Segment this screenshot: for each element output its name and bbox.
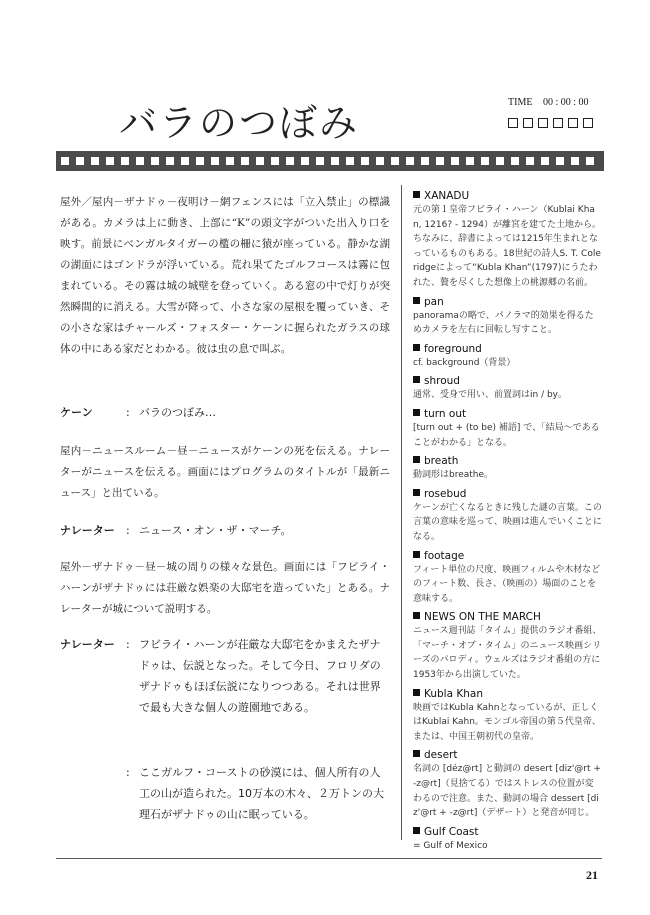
glossary-definition: 動詞形はbreathe。 xyxy=(413,470,494,481)
glossary-definition: 通常、受身で用い、前置詞はin / by。 xyxy=(413,390,567,401)
film-hole-icon xyxy=(451,157,459,165)
glossary-definition: ニュース週刊誌「タイム」提供のラジオ番組、「マーチ・オブ・タイム」のニュース映画シリーズのパロディ。ウェルズはラジオ番組の方に1953年から出演していた。 xyxy=(413,626,602,681)
dialogue-line xyxy=(60,762,390,825)
film-hole-icon xyxy=(331,157,339,165)
time-label: TIME xyxy=(508,97,533,108)
square-bullet-icon xyxy=(413,827,420,834)
glossary-definition: 名詞の [déz@rt] と動詞の desert [diz'@rt + -z@rt]（見捨てる）ではストレスの位置が変わるので注意。また、動詞の場合 dessert [diz'@rt + -z@rt]（デザート）と発音が同じ。 xyxy=(413,764,601,819)
empty-box-icon xyxy=(583,118,593,128)
film-hole-icon xyxy=(406,157,414,165)
square-bullet-icon xyxy=(413,191,420,198)
film-hole-icon xyxy=(481,157,489,165)
time-value: 00 : 00 : 00 xyxy=(542,97,589,108)
glossary-term: XANADU xyxy=(424,190,470,202)
glossary-term: shroud xyxy=(424,375,460,388)
film-hole-icon xyxy=(226,157,234,165)
film-hole-icon xyxy=(526,157,534,165)
film-hole-icon xyxy=(211,157,219,165)
film-hole-icon xyxy=(511,157,519,165)
square-bullet-icon xyxy=(413,489,420,496)
glossary-column xyxy=(413,189,602,857)
scene-description: 屋内－ニュースルーム－昼－ニュースがケーンの死を伝える。ナレーターがニュースを伝える。画面にはプログラムのタイトルが「最新ニュース」と出ている。 xyxy=(60,445,390,499)
film-hole-icon xyxy=(316,157,324,165)
film-hole-icon xyxy=(391,157,399,165)
film-hole-icon xyxy=(91,157,99,165)
speaker-colon: : xyxy=(126,524,130,537)
film-hole-icon xyxy=(301,157,309,165)
glossary-term: desert xyxy=(424,749,458,762)
film-hole-icon xyxy=(541,157,549,165)
film-hole-icon xyxy=(436,157,444,165)
dialogue-text: ニュース・オン・ザ・マーチ。 xyxy=(139,524,292,537)
glossary-entry xyxy=(413,407,602,450)
film-hole-icon xyxy=(76,157,84,165)
glossary-term: foreground xyxy=(424,342,482,355)
glossary-term: pan xyxy=(424,295,444,308)
square-bullet-icon xyxy=(413,297,420,304)
film-hole-icon xyxy=(166,157,174,165)
film-hole-icon xyxy=(196,157,204,165)
film-hole-icon xyxy=(421,157,429,165)
dialogue-line xyxy=(60,402,390,423)
glossary-entry xyxy=(413,374,602,403)
speaker-name: ナレーター xyxy=(60,524,115,537)
glossary-entry xyxy=(413,342,602,371)
script-column xyxy=(60,192,390,825)
glossary-definition: panoramaの略で、パノラマ的効果を得るためカメラを左右に回転し写すこと。 xyxy=(413,310,594,336)
square-bullet-icon xyxy=(413,344,420,351)
scene-description: 屋外／屋内－ザナドゥ－夜明け－網フェンスには「立入禁止」の標識がある。カメラは上に動き、上部に“K”の頭文字がついた出入り口を映す。前景にベンガルタイガーの檻の柵に猿が座っている。静かな湖の湖面にはゴンドラが浮いている。荒れ果てたゴルフコースは霧に包まれている。その霧は城の城壁を登っていく。ある窓の中で灯りが突然瞬間的に消える。大雪が降って、小さな家の屋根を覆っていき、その小さな家はチャールズ・フォスター・ケーンに握られたガラスの球体の中にある家だとわかる。彼は虫の息で叫ぶ。 xyxy=(60,196,390,355)
glossary-term: footage xyxy=(424,549,465,562)
film-hole-icon xyxy=(586,157,594,165)
glossary-term: NEWS ON THE MARCH xyxy=(424,611,541,624)
film-hole-icon xyxy=(361,157,369,165)
glossary-definition: フィート単位の尺度、映画フィルムや木材などのフィート数、長さ、（映画の）場面のことを意味する。 xyxy=(413,564,601,604)
speaker-colon: : xyxy=(126,406,130,419)
empty-box-icon xyxy=(508,118,518,128)
square-bullet-icon xyxy=(413,551,420,558)
speaker-colon: : xyxy=(126,638,130,651)
glossary-term: Gulf Coast xyxy=(424,825,479,838)
square-bullet-icon xyxy=(413,750,420,757)
speaker-name xyxy=(60,762,126,825)
glossary-entry xyxy=(413,454,602,483)
dialogue-text: ここガルフ・コーストの砂漠には、個人所有の人工の山が造られた。10万本の木々、２万トンの大理石がザナドゥの山に眠っている。 xyxy=(139,766,384,821)
column-divider xyxy=(401,185,402,840)
glossary-definition: cf. background（背景） xyxy=(413,357,516,368)
glossary-definition: 元の第１皇帝フビライ・ハーン（Kublai Khan, 1216? - 1294）が離宮を建てた土地から。ちなみに、辞書によっては1215年生まれとなっているものもある。18世紀の詩人S. T. Coleridgeによって“Kubla Khan”(1797)にうたわれた、贅を尽くした想像上の桃源郷の名前。 xyxy=(413,205,601,288)
glossary-entry xyxy=(413,748,602,820)
film-hole-icon xyxy=(241,157,249,165)
time-indicator xyxy=(508,97,589,108)
page-title: バラのつぼみ xyxy=(119,101,360,145)
film-hole-icon xyxy=(346,157,354,165)
scene-description: 屋外－ザナドゥ－昼－城の周りの様々な景色。画面には「フビライ・ハーンがザナドゥには荘厳な娯楽の大邸宅を造っていた」とある。ナレーターが城について説明する。 xyxy=(60,561,390,615)
dialogue-line xyxy=(60,634,390,718)
speaker-name: ケーン xyxy=(60,406,93,419)
speaker-colon: : xyxy=(126,766,130,779)
empty-box-icon xyxy=(538,118,548,128)
dialogue-text: バラのつぼみ… xyxy=(139,406,216,419)
film-hole-icon xyxy=(271,157,279,165)
empty-box-icon xyxy=(568,118,578,128)
square-bullet-icon xyxy=(413,409,420,416)
glossary-definition: = Gulf of Mexico xyxy=(413,840,488,851)
glossary-definition: [turn out + (to be) 補語] で、「結局～であることがわかる」となる。 xyxy=(413,422,600,448)
glossary-term: Kubla Khan xyxy=(424,687,484,700)
film-hole-icon xyxy=(496,157,504,165)
glossary-entry xyxy=(413,487,602,545)
glossary-entry xyxy=(413,687,602,745)
square-bullet-icon xyxy=(413,612,420,619)
glossary-definition: ケーンが亡くなるときに残した謎の言葉。この言葉の意味を巡って、映画は進んでいくことになる。 xyxy=(413,502,602,542)
film-hole-icon xyxy=(466,157,474,165)
film-hole-icon xyxy=(121,157,129,165)
film-hole-icon xyxy=(136,157,144,165)
film-strip-divider xyxy=(56,151,604,171)
glossary-entry xyxy=(413,549,602,607)
film-hole-icon xyxy=(181,157,189,165)
glossary-term: rosebud xyxy=(424,487,467,500)
film-hole-icon xyxy=(256,157,264,165)
glossary-term: breath xyxy=(424,455,459,468)
square-bullet-icon xyxy=(413,456,420,463)
film-hole-icon xyxy=(556,157,564,165)
glossary-entry xyxy=(413,610,602,682)
glossary-entry xyxy=(413,825,602,854)
film-hole-icon xyxy=(151,157,159,165)
film-hole-icon xyxy=(376,157,384,165)
square-bullet-icon xyxy=(413,376,420,383)
glossary-entry xyxy=(413,295,602,338)
film-hole-icon xyxy=(571,157,579,165)
speaker-name: ナレーター xyxy=(60,638,115,651)
empty-box-icon xyxy=(553,118,563,128)
dialogue-line xyxy=(60,520,390,541)
square-bullet-icon xyxy=(413,689,420,696)
film-hole-icon xyxy=(106,157,114,165)
page-number: 21 xyxy=(586,868,598,882)
empty-box-icon xyxy=(523,118,533,128)
glossary-term: turn out xyxy=(424,407,467,420)
glossary-entry xyxy=(413,189,602,291)
footer-rule xyxy=(56,858,602,859)
glossary-definition: 映画ではKubla Kahnとなっているが、正しくはKublai Kahn。モンゴル帝国の第５代皇帝、または、中国王朝初代の皇帝。 xyxy=(413,702,601,742)
checkbox-row xyxy=(508,118,593,128)
film-hole-icon xyxy=(61,157,69,165)
dialogue-text: フビライ・ハーンが荘厳な大邸宅をかまえたザナドゥは、伝説となった。そして今日、フロリダのザナドゥもほぼ伝説になりつつある。それは世界で最も大きな個人の遊園地である。 xyxy=(139,638,381,714)
film-hole-icon xyxy=(286,157,294,165)
